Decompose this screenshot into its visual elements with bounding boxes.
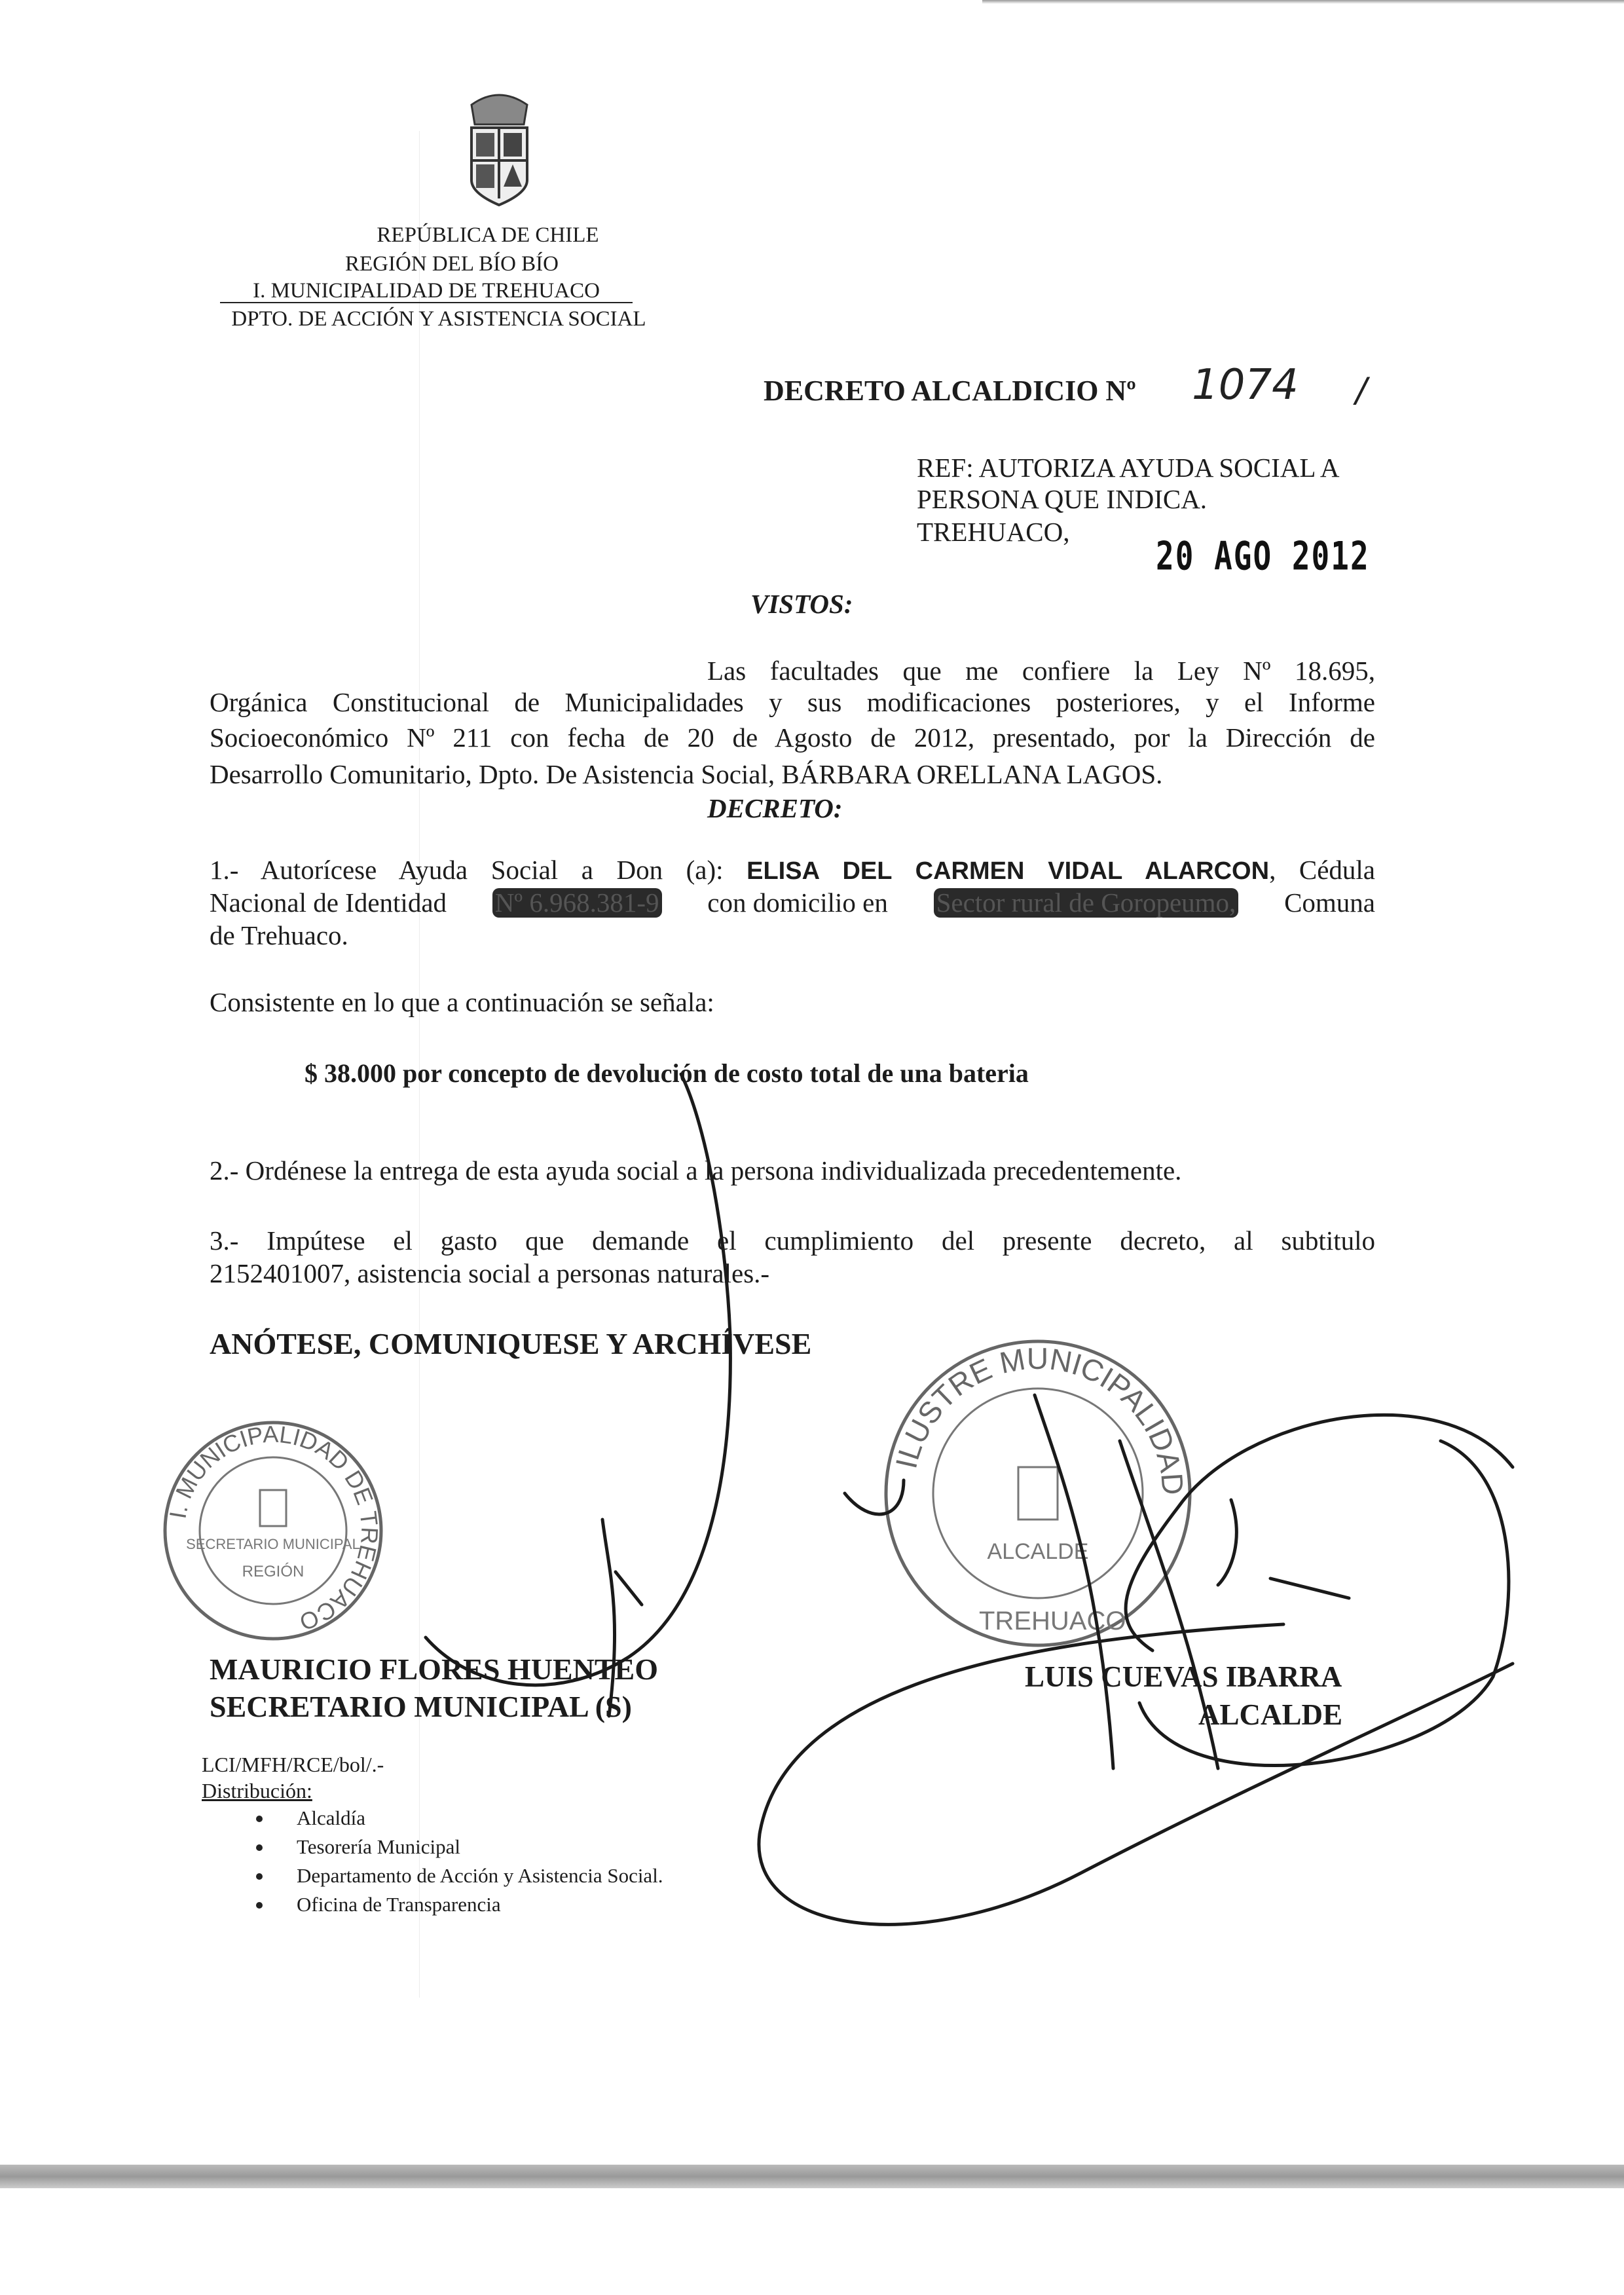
decree-number-handwritten: 1074 [1192,361,1299,409]
ref-line-2: PERSONA QUE INDICA. [917,484,1208,514]
date-stamp: 20 AGO 2012 [1156,532,1370,579]
header-country: REPÚBLICA DE CHILE [377,223,599,247]
place: TREHUACO, [917,517,1070,547]
item1-line-2 [210,888,1375,918]
ref-line-1: REF: AUTORIZA AYUDA SOCIAL A [917,453,1340,483]
vistos-line-3: Socioeconómico Nº 211 con fecha de 20 de Agosto de 2012, presentado, por la Dirección de [210,722,1375,753]
vistos-heading: VISTOS: [750,589,853,619]
secretary-name: MAURICIO FLORES HUENTEO [210,1652,658,1686]
id-number-redacted: Nº 6.968.381-9 [492,888,662,918]
item1-prefix: 1.- Autorícese Ayuda Social a Don (a): [210,855,724,885]
address-label: con domicilio en [707,887,888,918]
vistos-line-2: Orgánica Constitucional de Municipalidades y sus modificaciones posteriores, y el Informe [210,687,1375,717]
consistente-text: Consistente en lo que a continuación se señala: [210,987,714,1017]
closing-text: ANÓTESE, COMUNIQUESE Y ARCHÍVESE [210,1327,812,1360]
item3-line-1: 3.- Impútese el gasto que demande el cumplimiento del presente decreto, al subtitulo [210,1225,1375,1256]
mayor-stamp [881,1336,1195,1651]
mayor-title: ALCALDE [1198,1698,1343,1731]
item1-suffix: , Cédula [1269,855,1376,885]
right-stamp-bottom-text: TREHUACO [979,1607,1126,1635]
amount-line: $ 38.000 por concepto de devolución de costo total de una bateria [304,1058,1029,1088]
right-stamp-center-text: ALCALDE [987,1539,1089,1564]
distribution-list [256,1806,663,1922]
initials: LCI/MFH/RCE/bol/.- [202,1753,384,1776]
municipal-crest-logo [462,88,537,206]
item3-line-2: 2152401007, asistencia social a personas naturales.- [210,1258,770,1288]
secretary-stamp [160,1418,386,1644]
vistos-line-1: Las facultades que me confiere la Ley Nº 18.695, [707,656,1375,686]
beneficiary-name: ELISA DEL CARMEN VIDAL ALARCON [747,857,1270,885]
id-label: Nacional de Identidad [210,887,447,918]
left-stamp-bottom-text: REGIÓN [242,1563,304,1580]
comuna-label: Comuna [1284,887,1375,918]
scan-bottom-band [0,2165,1624,2188]
left-stamp-center-text: SECRETARIO MUNICIPAL [186,1536,360,1552]
item1-line-3: de Trehuaco. [210,920,348,950]
right-stamp-ring-text: ILUSTRE MUNICIPALIDAD [889,1341,1190,1497]
header-region: REGIÓN DEL BÍO BÍO [345,252,559,276]
item1-line-1 [210,855,1375,886]
item2-text: 2.- Ordénese la entrega de esta ayuda social a la persona individualizada precedentemente. [210,1155,1182,1185]
header-municipality: I. MUNICIPALIDAD DE TREHUACO [220,280,633,303]
svg-text:ILUSTRE MUNICIPALIDAD [889,1341,1190,1496]
vistos-line-4: Desarrollo Comunitario, Dpto. De Asistencia Social, BÁRBARA ORELLANA LAGOS. [210,759,1163,789]
left-stamp-ring-text: I. MUNICIPALIDAD DE TREHUACO [164,1420,384,1636]
distribution-item: Departamento de Acción y Asistencia Social. [256,1864,663,1893]
decreto-heading: DECRETO: [707,793,843,823]
distribution-item: Tesorería Municipal [256,1835,663,1864]
decree-title: DECRETO ALCALDICIO Nº [764,375,1136,407]
distribution-item: Oficina de Transparencia [256,1893,663,1922]
scan-top-edge [982,0,1624,4]
decree-number-slash: / [1356,371,1367,410]
distribution-item: Alcaldía [256,1806,663,1835]
mayor-name: LUIS CUEVAS IBARRA [1025,1660,1342,1693]
secretary-title: SECRETARIO MUNICIPAL (S) [210,1690,632,1723]
header-department: DPTO. DE ACCIÓN Y ASISTENCIA SOCIAL [231,307,646,331]
address-redacted: Sector rural de Goropeumo, [934,888,1239,918]
distribution-heading: Distribución: [202,1779,312,1802]
